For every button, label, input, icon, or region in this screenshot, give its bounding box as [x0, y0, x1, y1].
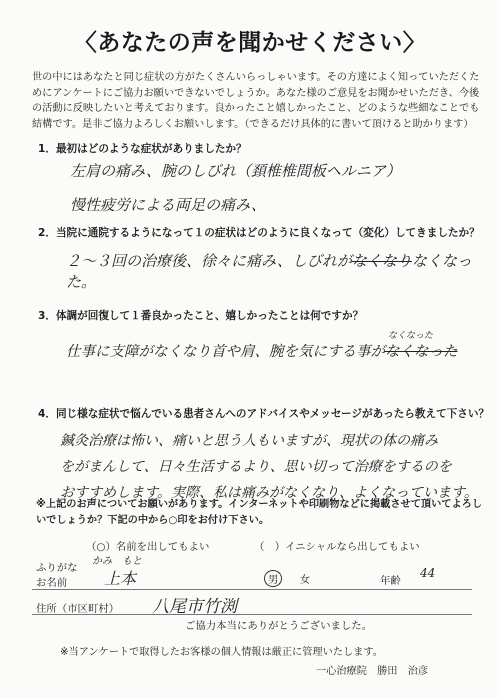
- gender-female-option[interactable]: 女: [299, 574, 311, 586]
- thanks-text: ご協力本当にありがとうございました。: [185, 620, 373, 632]
- age-value: 44: [420, 566, 436, 580]
- address-label: 住所（市区町村）: [36, 603, 120, 615]
- clinic-signature: 一心治療院 勝田 治彦: [316, 666, 429, 677]
- name-underline: [32, 589, 472, 590]
- question-3: 3．体調が回復して１番良かったこと、嬉しかったことは何ですか？: [38, 310, 364, 322]
- answer-3: [66, 340, 458, 361]
- address-value: 八尾市竹渕: [152, 597, 237, 617]
- answer-4-line-1: 鍼灸治療は怖い、痛いと思う人もいますが、現状の体の痛み: [60, 433, 438, 449]
- page-title: 〈あなたの声を聞かせください〉: [73, 30, 427, 56]
- answer-3-struck: なくなった: [385, 344, 458, 360]
- age-label: 年齢: [380, 575, 401, 587]
- answer-2-text: ２～３回の治療後、徐々に痛み、しびれが: [66, 252, 352, 270]
- name-value: 上本: [104, 569, 137, 588]
- question-2: 2．当院に通院するようになって１の症状はどのように良くなって（変化）してきましたか？: [38, 227, 480, 239]
- furigana-label: ふりがな: [36, 562, 78, 574]
- gender-field: [264, 570, 310, 587]
- answer-3-text: 仕事に支障がなくなり首や肩、腕を気にする事が: [66, 344, 385, 360]
- answer-2-correction: なくなった。: [66, 252, 472, 291]
- answer-2-struck: なくなり: [351, 252, 412, 270]
- question-4: 4．同じ様な症状で悩んでいる患者さんへのアドバイスやメッセージがあったら教えて下さい？: [38, 408, 490, 420]
- consent-text-2: いでしょうか？下記の中から○印をお付け下さい。: [36, 515, 270, 526]
- consent-option-initial[interactable]: （ ）イニシャルなら出してもよい: [254, 541, 420, 553]
- answer-4-line-2: をがまんして、日々生活するより、思い切って治療をするのを: [60, 459, 452, 475]
- answer-2: [66, 250, 500, 292]
- question-1: 1．最初はどのような症状がありましたか？: [38, 143, 247, 155]
- answer-3-insert: なくなった: [388, 331, 434, 341]
- gender-male-option[interactable]: 男: [264, 570, 282, 587]
- answer-4-line-3: おすすめします。実際、私は痛みがなくなり、よくなっています。: [60, 485, 478, 501]
- intro-text: 世の中にはあなたと同じ症状の方がたくさんいらっしゃいます。その方達によく知っていただくためにアンケートにご協力お願いできないでしょうか。あなた様のご意見をお聞かせいただき、今後の活動に反映したいと考えております。良かったこと嬉しかったこと、どのような些細なことでも結構です。是非ご協力よろしくお願いします。（できるだけ具体的に書いて頂けると助かります）: [32, 72, 480, 130]
- consent-text-1: ※上記のお声についてお願いがあります。インターネットや印刷物などに掲載させて頂いてよろし: [36, 499, 483, 510]
- consent-option-name[interactable]: （○）名前を出してもよい: [86, 541, 210, 553]
- furigana-value: かみ もと: [92, 556, 142, 567]
- privacy-note: ※当アンケートで取得したお客様の個人情報は厳正に管理いたします。: [60, 647, 383, 658]
- answer-1-line-2: 慢性疲労による両足の痛み、: [70, 196, 266, 214]
- name-label: お名前: [36, 577, 68, 589]
- answer-1-line-1: 左肩の痛み、腕のしびれ（頚椎椎間板ヘルニア）: [70, 162, 401, 180]
- address-underline: [32, 614, 472, 615]
